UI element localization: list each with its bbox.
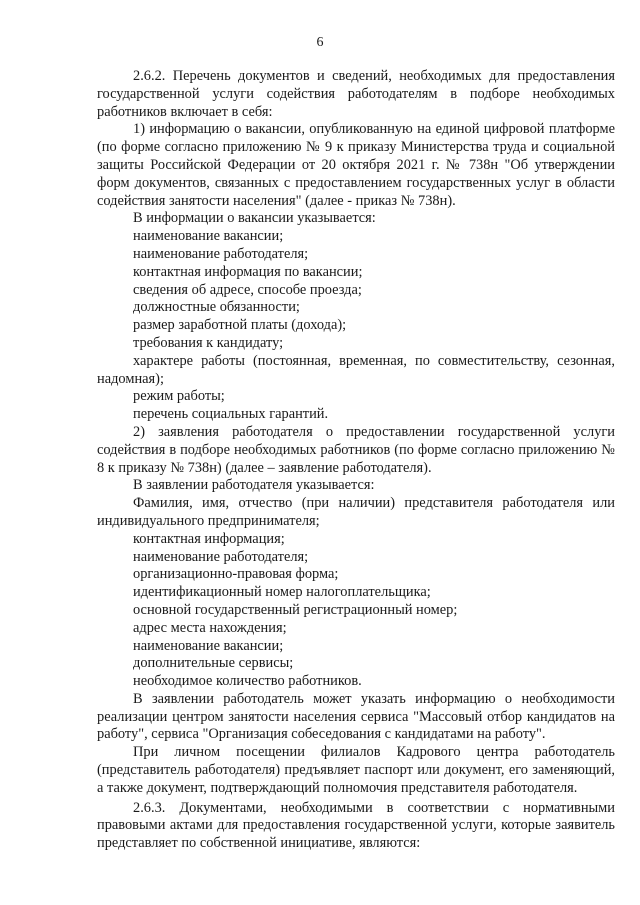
application-field-item: наименование работодателя; xyxy=(133,548,309,565)
application-fields-intro: В заявлении работодателя указывается: xyxy=(133,477,375,494)
application-field-item: наименование вакансии; xyxy=(133,637,284,654)
vacancy-fields-list xyxy=(97,228,615,424)
paragraph-2-6-2: 2.6.2. Перечень документов и сведений, необходимых для предоставления государственной услуги содействия работодателям в подборе необходимых работников включает в себя: xyxy=(97,68,615,120)
vacancy-fields-intro: В информации о вакансии указывается: xyxy=(133,210,376,227)
application-field-item: контактная информация; xyxy=(133,530,285,547)
vacancy-field-item: наименование работодателя; xyxy=(133,245,309,262)
application-field-item: адрес места нахождения; xyxy=(133,619,287,636)
page-number: 6 xyxy=(316,35,324,50)
application-field-item: основной государственный регистрационный номер; xyxy=(133,601,458,618)
application-field-item: необходимое количество работников. xyxy=(133,673,362,690)
personal-visit-paragraph: При личном посещении филиалов Кадрового центра работодатель (представитель работодателя) предъявляет паспорт или документ, его заменяющий, а также документ, подтверждающий полномочия представителя работодателя. xyxy=(97,744,615,796)
extra-services-paragraph: В заявлении работодатель может указать информацию о необходимости реализации центром занятости населения сервиса "Массовый отбор кандидатов на работу", сервиса "Организация собеседования с кандидатами на работу". xyxy=(97,690,615,743)
vacancy-field-item: размер заработной платы (дохода); xyxy=(133,317,347,334)
application-field-item: идентификационный номер налогоплательщика; xyxy=(133,584,431,601)
application-field-item: дополнительные сервисы; xyxy=(133,655,294,672)
vacancy-field-item: сведения об адресе, способе проезда; xyxy=(133,281,362,298)
application-fields-list xyxy=(97,495,615,691)
list-item-2-employer-application: 2) заявления работодателя о предоставлении государственной услуги содействия в подборе необходимых работников (по форме согласно приложению № 8 к приказу № 738н) (далее – заявление работодателя). xyxy=(97,423,615,476)
vacancy-field-item: должностные обязанности; xyxy=(133,299,300,316)
document-body xyxy=(97,68,615,853)
vacancy-field-item: режим работы; xyxy=(133,388,225,405)
vacancy-field-item: наименование вакансии; xyxy=(133,228,284,245)
application-field-item: организационно-правовая форма; xyxy=(133,566,339,583)
vacancy-field-item: перечень социальных гарантий. xyxy=(133,406,329,423)
paragraph-2-6-3: 2.6.3. Документами, необходимыми в соответствии с нормативными правовыми актами для предоставления государственной услуги, которые заявитель представляет по собственной инициативе, являются: xyxy=(97,799,615,852)
vacancy-field-item: требования к кандидату; xyxy=(133,334,284,351)
vacancy-field-item: контактная информация по вакансии; xyxy=(133,263,363,280)
list-item-1-vacancy-info: 1) информацию о вакансии, опубликованную на единой цифровой платформе (по форме согласно приложению № 9 к приказу Министерства труда и социальной защиты Российской Федерации от 20 октября 2021 г. № 738н "Об утверждении форм документов, связанных с предоставлением государственных услуг в области содействия занятости населения" (далее - приказ № 738н). xyxy=(97,121,615,209)
application-field-item: Фамилия, имя, отчество (при наличии) представителя работодателя или индивидуального предпринимателя; xyxy=(97,495,615,529)
vacancy-field-item: характере работы (постоянная, временная, по совместительству, сезонная, надомная); xyxy=(97,352,615,387)
